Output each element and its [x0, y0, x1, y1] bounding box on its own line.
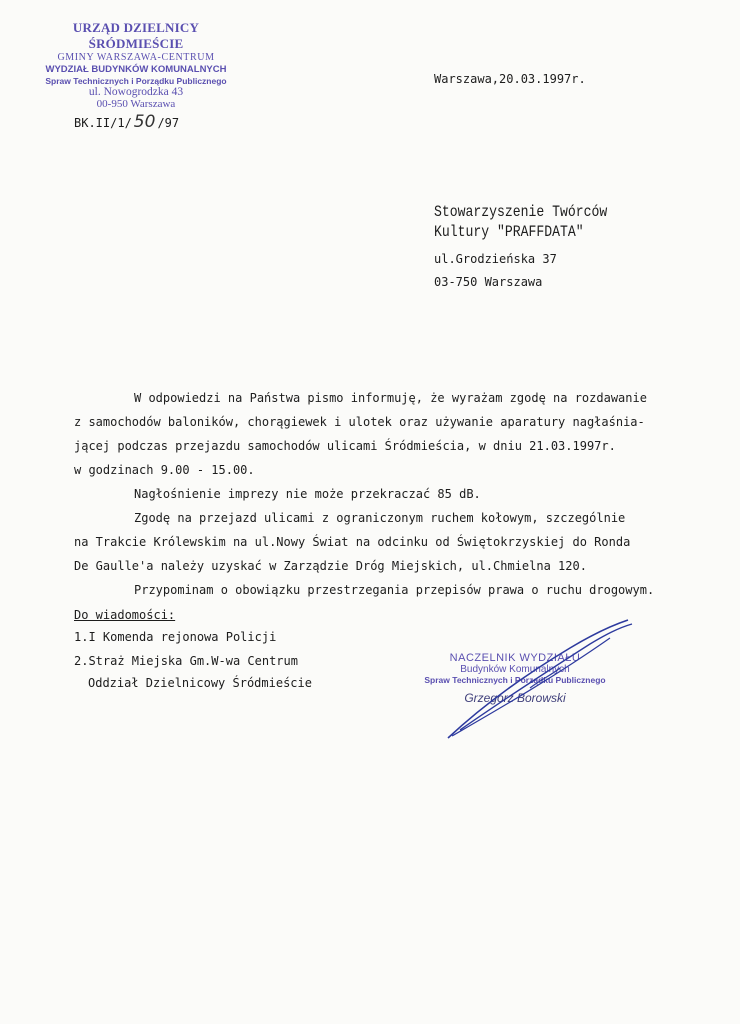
body-line: jącej podczas przejazdu samochodów ulicami Śródmieścia, w dniu 21.03.1997r. [74, 439, 616, 453]
body-line: na Trakcie Królewskim na ul.Nowy Świat na odcinku od Świętokrzyskiej do Ronda [74, 535, 631, 549]
body-line: De Gaulle'a należy uzyskać w Zarządzie Dróg Miejskich, ul.Chmielna 120. [74, 559, 587, 573]
reference-suffix: /97 [157, 116, 180, 130]
signature-stamp-department: Budynków Komunalnych [460, 664, 570, 675]
recipient-name [434, 202, 607, 242]
stamp-street: ul. Nowogrodzka 43 [88, 86, 184, 98]
body-line: w godzinach 9.00 - 15.00. [74, 463, 255, 477]
body-line: Przypominam o obowiązku przestrzegania przepisów prawa o ruchu drogowym. [134, 583, 655, 597]
stamp-municipality: GMINY WARSZAWA-CENTRUM [57, 52, 215, 63]
reference-handwritten-number: 50 [133, 112, 156, 132]
letter-date: Warszawa,20.03.1997r. [434, 72, 586, 86]
reference-prefix: BK.II/1/ [74, 116, 132, 130]
body-line: z samochodów baloników, chorągiewek i ulotek oraz używanie aparatury nagłaśnia- [74, 415, 645, 429]
recipient-street: ul.Grodzieńska 37 [434, 252, 557, 266]
reference-number [74, 112, 179, 132]
signature-stamp-name: Grzegorz Borowski [464, 691, 566, 705]
recipient-name-line1: Stowarzyszenie Twórców [434, 203, 608, 221]
cc-heading: Do wiadomości: [74, 608, 176, 622]
signature-stamp-title: NACZELNIK WYDZIAŁU [449, 652, 581, 664]
signature-stamp-scope: Spraw Technicznych i Porządku Publicznego [424, 675, 606, 685]
cc-item: 1.I Komenda rejonowa Policji [74, 630, 277, 644]
body-line: W odpowiedzi na Państwa pismo informuję, że wyrażam zgodę na rozdawanie [134, 391, 647, 405]
recipient-city: 03-750 Warszawa [434, 275, 543, 289]
body-line: Nagłośnienie imprezy nie może przekraczać 85 dB. [134, 487, 481, 501]
stamp-office-name: URZĄD DZIELNICY ŚRÓDMIEŚCIE [72, 20, 200, 51]
recipient-name-line2: Kultury "PRAFFDATA" [434, 223, 584, 241]
cc-item-continuation: Oddział Dzielnicowy Śródmieście [88, 676, 312, 690]
stamp-department: WYDZIAŁ BUDYNKÓW KOMUNALNYCH [45, 64, 227, 75]
letter-body [74, 386, 674, 602]
cc-item: 2.Straż Miejska Gm.W-wa Centrum [74, 654, 298, 668]
body-line: Zgodę na przejazd ulicami z ograniczonym ruchem kołowym, szczególnie [134, 511, 626, 525]
stamp-city: 00-950 Warszawa [96, 98, 176, 110]
office-stamp [36, 20, 236, 110]
handwritten-signature [440, 618, 640, 748]
stamp-department-scope: Spraw Technicznych i Porządku Publicznego [45, 76, 227, 86]
